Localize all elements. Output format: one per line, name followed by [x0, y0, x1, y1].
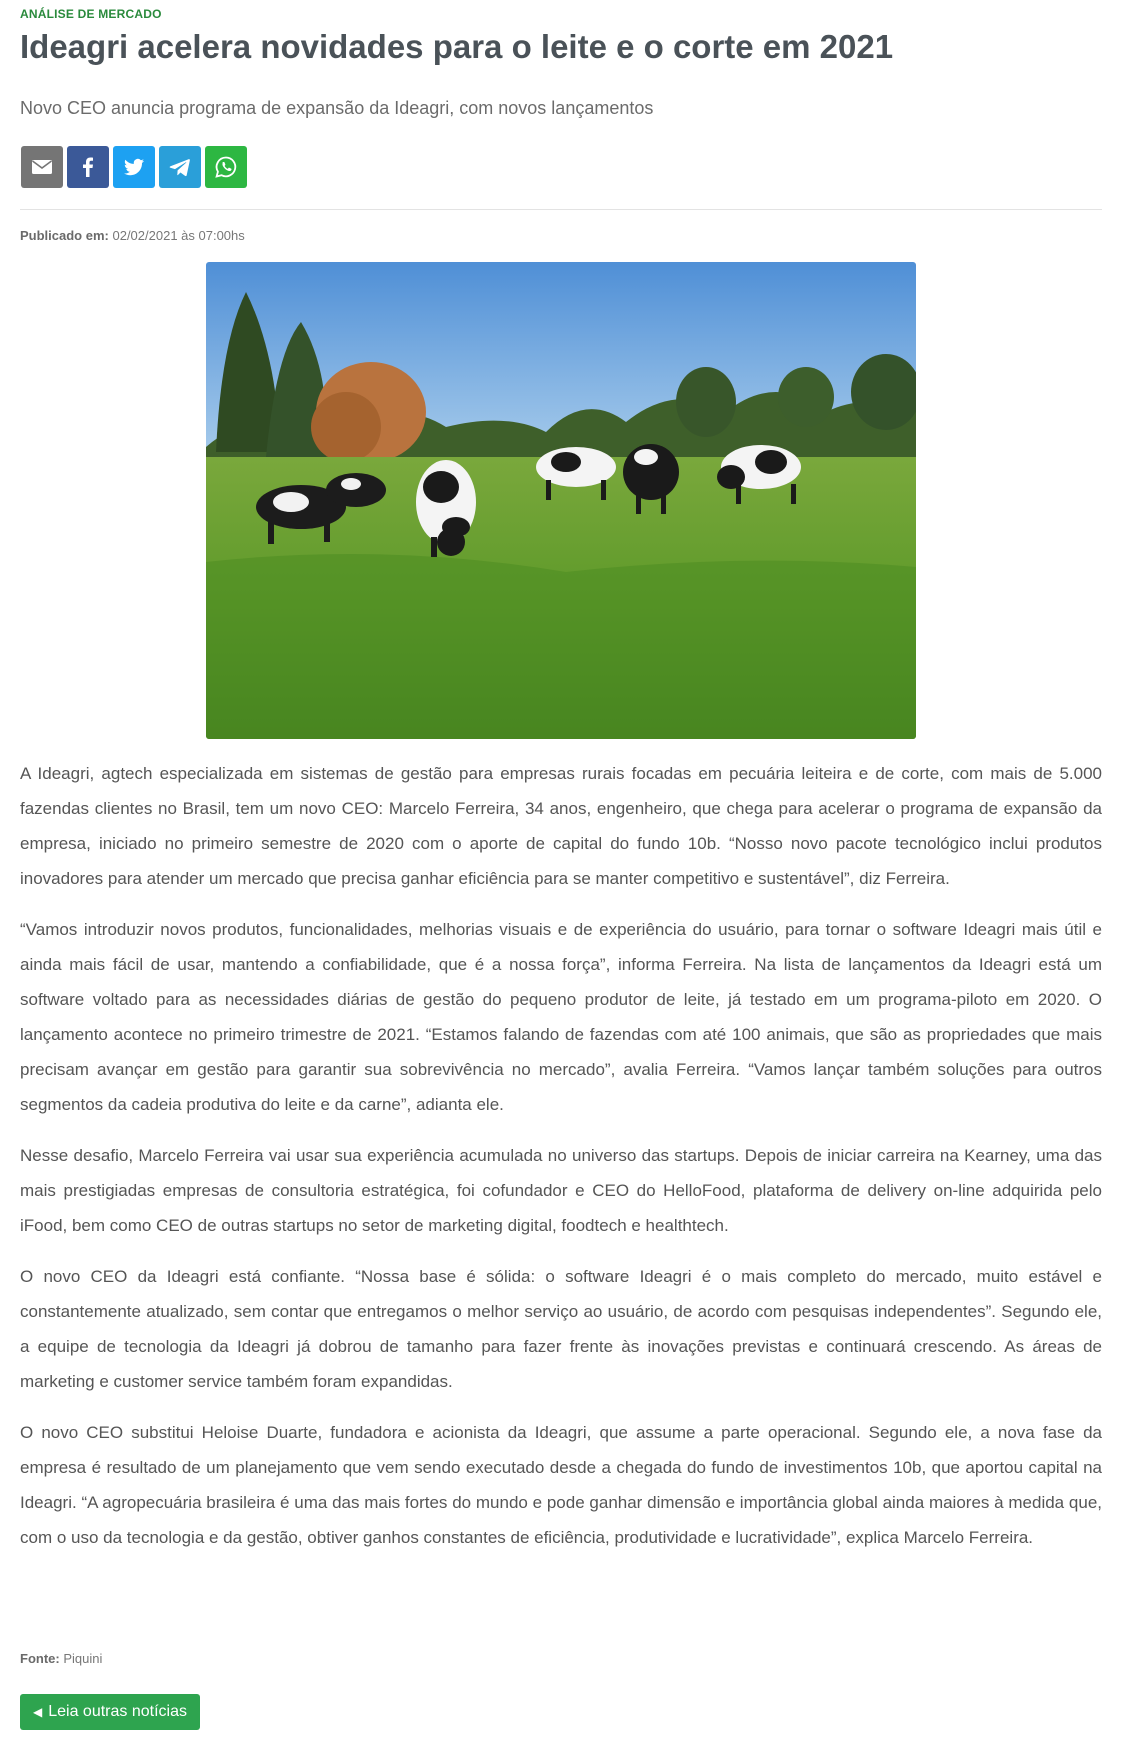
whatsapp-icon — [214, 155, 238, 179]
cows-grazing-photo — [206, 262, 916, 739]
article-paragraph: O novo CEO substitui Heloise Duarte, fundadora e acionista da Ideagri, que assume a parte operacional. Segundo ele, a nova fase da empresa é resultado de um planejamento que vem sendo executado desde a chegada do fundo de investimentos 10b, que aportou capital na Ideagri. “A agropecuária brasileira é uma das mais fortes do mundo e pode ganhar dimensão e importância global ainda maiores à medida que, com o uso da tecnologia e da gestão, obtiver ganhos constantes de eficiência, produtividade e lucratividade”, explica Marcelo Ferreira. — [20, 1423, 1102, 1547]
share-telegram-button[interactable] — [159, 146, 201, 188]
telegram-icon — [168, 155, 192, 179]
read-other-news-label: Leia outras notícias — [48, 1703, 187, 1720]
published-date — [20, 228, 245, 243]
share-bar — [21, 146, 247, 188]
published-value: 02/02/2021 às 07:00hs — [112, 228, 245, 243]
facebook-icon — [76, 155, 100, 179]
twitter-icon — [122, 155, 146, 179]
share-twitter-button[interactable] — [113, 146, 155, 188]
article-paragraph: A Ideagri, agtech especializada em sistemas de gestão para empresas rurais focadas em pecuária leiteira e de corte, com mais de 5.000 fazendas clientes no Brasil, tem um novo CEO: Marcelo Ferreira, 34 anos, engenheiro, que chega para acelerar o programa de expansão da empresa, iniciado no primeiro semestre de 2020 com o aporte de capital do fundo 10b. “Nosso novo pacote tecnológico inclui produtos inovadores para atender um mercado que precisa ganhar eficiência para se manter competitivo e sustentável”, diz Ferreira. — [20, 764, 1102, 888]
share-facebook-button[interactable] — [67, 146, 109, 188]
article-subtitle: Novo CEO anuncia programa de expansão da Ideagri, com novos lançamentos — [20, 98, 654, 118]
source-label: Fonte: — [20, 1651, 60, 1666]
source-value: Piquini — [63, 1651, 103, 1666]
article-hero-image — [206, 262, 916, 739]
category-label[interactable]: ANÁLISE DE MERCADO — [20, 7, 162, 21]
article-paragraph: Nesse desafio, Marcelo Ferreira vai usar sua experiência acumulada no universo das startups. Depois de iniciar carreira na Kearney, uma das mais prestigiadas empresas de consultoria estratégica, foi cofundador e CEO do HelloFood, plataforma de delivery on-line adquirida pelo iFood, bem como CEO de outras startups no setor de marketing digital, foodtech e healthtech. — [20, 1146, 1102, 1235]
article-paragraph: “Vamos introduzir novos produtos, funcionalidades, melhorias visuais e de experiência do usuário, para tornar o software Ideagri mais útil e ainda mais fácil de usar, mantendo a confiabilidade, que é a nossa força”, informa Ferreira. Na lista de lançamentos da Ideagri está um software voltado para as necessidades diárias de gestão do pequeno produtor de leite, já testado em um programa-piloto em 2020. O lançamento acontece no primeiro trimestre de 2021. “Estamos falando de fazendas com até 100 animais, que são as propriedades que mais precisam avançar em gestão para garantir sua sobrevivência no mercado”, avalia Ferreira. “Vamos lançar também soluções para outros segmentos da cadeia produtiva do leite e da carne”, adianta ele. — [20, 920, 1102, 1114]
share-email-button[interactable] — [21, 146, 63, 188]
share-whatsapp-button[interactable] — [205, 146, 247, 188]
read-other-news-button[interactable] — [20, 1694, 200, 1730]
page-title: Ideagri acelera novidades para o leite e o corte em 2021 — [20, 28, 894, 65]
envelope-icon — [30, 155, 54, 179]
article-paragraph: O novo CEO da Ideagri está confiante. “Nossa base é sólida: o software Ideagri é o mais completo do mercado, muito estável e constantemente atualizado, sem contar que entregamos o melhor serviço ao usuário, de acordo com pesquisas independentes”. Segundo ele, a equipe de tecnologia da Ideagri já dobrou de tamanho para fazer frente às inovações previstas e continuará crescendo. As áreas de marketing e customer service também foram expandidas. — [20, 1267, 1102, 1391]
article-body — [20, 756, 1102, 1571]
header-divider — [20, 209, 1102, 210]
triangle-left-icon: ◀ — [33, 1705, 43, 1719]
published-label: Publicado em: — [20, 228, 109, 243]
article-source — [20, 1651, 102, 1666]
